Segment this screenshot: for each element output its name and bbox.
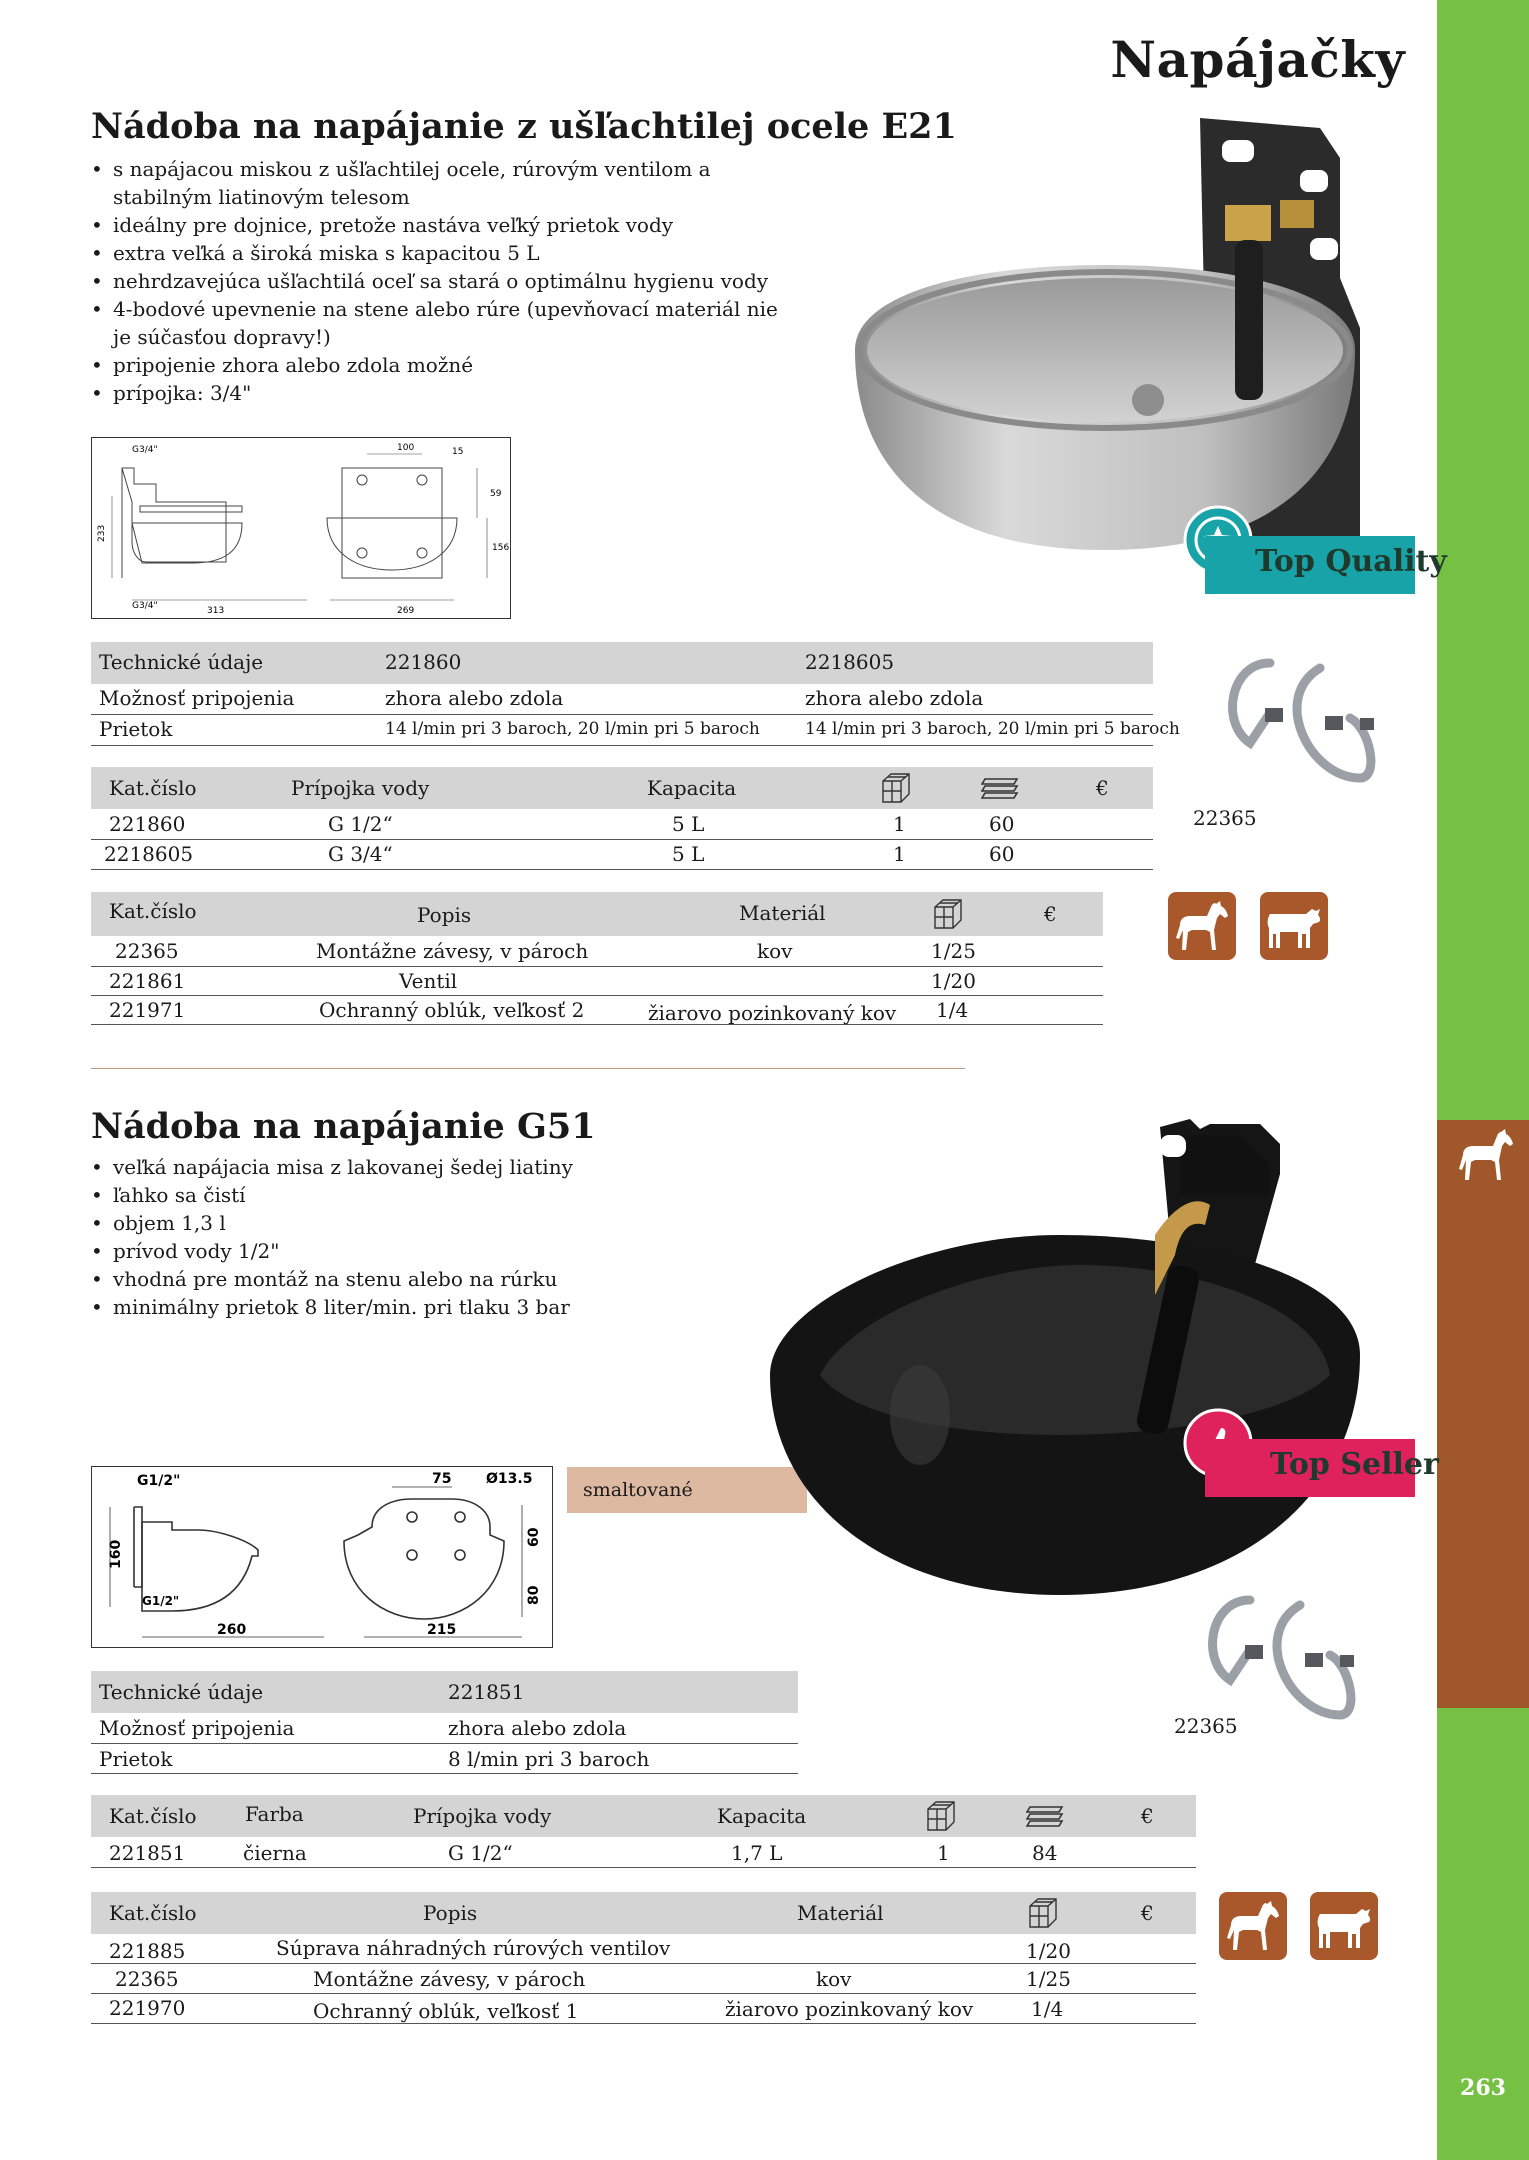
header-cell: Popis (417, 903, 472, 927)
table-cell: kov (816, 1967, 852, 1991)
table-cell: 1 (893, 842, 906, 866)
dim-label: 233 (97, 524, 107, 542)
mounting-bracket-image-e21 (1210, 648, 1380, 798)
feature-item: • 4-bodové upevnenie na stene alebo rúre (upevňovací materiál nie je súčasťou dopravy!) (91, 295, 791, 351)
dim-label: 260 (217, 1622, 247, 1638)
table-header (91, 1671, 798, 1713)
product-image-e21 (840, 110, 1420, 610)
table-cell: 14 l/min pri 3 baroch, 20 l/min pri 5 baroch (385, 719, 760, 739)
dim-label: 59 (490, 489, 502, 499)
header-cell: Kat.číslo (109, 1901, 197, 1925)
feature-item: • s napájacou miskou z ušľachtilej ocele, rúrovým ventilom a stabilným liatinovým telesom (91, 155, 791, 211)
tech-table-g51 (91, 1671, 798, 1775)
dim-label: 269 (397, 606, 415, 616)
header-cell: Materiál (739, 901, 826, 925)
table-row (91, 1994, 1196, 2024)
sidebar-category-tab (1437, 1120, 1529, 1708)
table-row (91, 1744, 798, 1774)
table-header (91, 767, 1153, 809)
table-cell: 8 l/min pri 3 baroch (448, 1747, 650, 1771)
table-cell: 1,7 L (731, 1841, 783, 1865)
accessory-label: 22365 (1174, 1714, 1238, 1738)
table-row (91, 967, 1103, 996)
table-cell: 60 (989, 842, 1015, 866)
table-cell: 221860 (109, 812, 186, 836)
table-cell: 5 L (672, 842, 705, 866)
dim-label: 160 (108, 1539, 124, 1569)
header-cell: Technické údaje (99, 650, 264, 674)
feature-item: • minimálny prietok 8 liter/min. pri tlaku 3 bar (91, 1293, 771, 1321)
table-cell: G 1/2“ (328, 812, 393, 836)
feature-item: • prívod vody 1/2" (91, 1237, 771, 1265)
table-cell: 221970 (109, 1996, 186, 2020)
product-heading-e21: Nádoba na napájanie z ušľachtilej ocele E21 (91, 106, 957, 147)
horse-icon (1451, 1128, 1515, 1184)
table-row (91, 715, 1180, 746)
header-cell: Kat.číslo (109, 1804, 197, 1828)
table-row (91, 1838, 1196, 1868)
page-title: Napájačky (1110, 30, 1405, 89)
table-row (91, 1964, 1196, 1994)
dim-label: 100 (397, 443, 415, 453)
table-cell: G 1/2“ (448, 1841, 513, 1865)
table-cell: 221971 (109, 998, 186, 1022)
table-cell: 1/4 (1031, 1997, 1064, 2021)
header-cell: € (1141, 1804, 1154, 1828)
product-heading-g51: Nádoba na napájanie G51 (91, 1106, 596, 1147)
header-cell: Kapacita (647, 776, 737, 800)
table-cell: 14 l/min pri 3 baroch, 20 l/min pri 5 baroch (805, 719, 1180, 739)
table-cell: 221861 (109, 969, 186, 993)
horse-icon (1168, 892, 1236, 960)
dim-label: 60 (526, 1527, 542, 1547)
header-cell: Prípojka vody (291, 776, 430, 800)
horse-icon (1219, 1892, 1287, 1960)
feature-item: • pripojenie zhora alebo zdola možné (91, 351, 791, 379)
table-cell: 1 (893, 812, 906, 836)
table-cell: 84 (1032, 1841, 1058, 1865)
table-header (91, 1892, 1196, 1934)
header-cell: Kat.číslo (109, 899, 197, 923)
table-cell: 221851 (109, 1841, 186, 1865)
table-cell: Montážne závesy, v pároch (313, 1967, 586, 1991)
table-cell: Ochranný oblúk, veľkosť 1 (313, 1999, 579, 2023)
table-row (91, 1713, 798, 1744)
dim-label: G1/2" (142, 1594, 180, 1608)
dim-label: 15 (452, 447, 464, 457)
table-cell: 60 (989, 812, 1015, 836)
box-icon (879, 771, 913, 805)
header-cell: 2218605 (805, 650, 895, 674)
header-cell: Prípojka vody (413, 1804, 552, 1828)
dim-label: 156 (492, 543, 510, 553)
table-cell: čierna (243, 1841, 307, 1865)
table-cell: Súprava náhradných rúrových ventilov (276, 1936, 671, 1960)
table-row (91, 1935, 1196, 1964)
table-header (91, 892, 1103, 936)
feature-item: • nehrdzavejúca ušľachtilá oceľ sa stará o optimálnu hygienu vody (91, 267, 791, 295)
table-cell: Možnosť pripojenia (99, 686, 295, 710)
table-cell: žiarovo pozinkovaný kov (725, 1997, 974, 2021)
table-cell: 22365 (115, 939, 179, 963)
feature-list-g51 (91, 1153, 771, 1321)
header-cell: 221851 (448, 1680, 525, 1704)
table-row (91, 936, 1103, 967)
table-cell: 5 L (672, 812, 705, 836)
table-cell: G 3/4“ (328, 842, 393, 866)
dim-label: 215 (427, 1622, 457, 1638)
table-cell: zhora alebo zdola (385, 686, 564, 710)
accessory-table-e21 (91, 892, 1103, 1027)
accessory-label: 22365 (1193, 806, 1257, 830)
table-cell: Prietok (99, 717, 173, 741)
table-cell: 1/25 (1026, 1967, 1071, 1991)
feature-item: • extra veľká a široká miska s kapacitou 5 L (91, 239, 791, 267)
enamel-label: smaltované (583, 1479, 693, 1501)
header-cell: € (1044, 902, 1057, 926)
table-cell: Ochranný oblúk, veľkosť 2 (319, 998, 585, 1022)
header-cell: Technické údaje (99, 1680, 264, 1704)
box-icon (924, 1799, 958, 1833)
table-cell: Montážne závesy, v pároch (316, 939, 589, 963)
table-cell: 1/20 (1026, 1939, 1071, 1963)
top-seller-label: Top Seller (1270, 1447, 1439, 1482)
table-cell: žiarovo pozinkovaný kov (648, 1001, 897, 1025)
page-number: 263 (1460, 2075, 1506, 2101)
table-row (91, 810, 1153, 840)
table-cell: Ventil (399, 969, 458, 993)
table-row (91, 684, 1153, 715)
feature-item: • objem 1,3 l (91, 1209, 771, 1237)
sidebar-green (1437, 0, 1529, 2160)
header-cell: Kapacita (717, 1804, 807, 1828)
product-image-g51 (760, 1115, 1420, 1645)
header-cell: € (1096, 776, 1109, 800)
dim-label: 313 (207, 606, 225, 616)
table-cell: 1/20 (931, 969, 976, 993)
tech-table-e21 (91, 642, 1180, 750)
box-icon (931, 897, 965, 931)
table-cell: kov (757, 939, 793, 963)
technical-drawing-e21 (91, 437, 511, 619)
table-header (91, 642, 1153, 684)
table-cell: Možnosť pripojenia (99, 1716, 295, 1740)
table-cell: 2218605 (104, 842, 194, 866)
table-cell: 22365 (115, 1967, 179, 1991)
dim-label: G3/4" (132, 601, 158, 611)
table-row (91, 840, 1153, 870)
table-cell: zhora alebo zdola (448, 1716, 627, 1740)
dim-label: 75 (432, 1471, 452, 1487)
header-cell: Farba (245, 1802, 304, 1826)
feature-item: • prípojka: 3/4" (91, 379, 791, 407)
feature-item: • ideálny pre dojnice, pretože nastáva veľký prietok vody (91, 211, 791, 239)
pallet-icon (1026, 1803, 1064, 1829)
table-cell: 1/4 (936, 998, 969, 1022)
feature-item: • veľká napájacia misa z lakovanej šedej liatiny (91, 1153, 771, 1181)
dim-label: G3/4" (132, 445, 158, 455)
top-quality-label: Top Quality (1255, 544, 1447, 579)
cow-icon (1310, 1892, 1378, 1960)
header-cell: Materiál (797, 1901, 884, 1925)
section-divider (91, 1068, 965, 1069)
feature-item: • vhodná pre montáž na stenu alebo na rúrku (91, 1265, 771, 1293)
feature-item: • ľahko sa čistí (91, 1181, 771, 1209)
table-cell: 1 (937, 1841, 950, 1865)
technical-drawing-g51 (91, 1466, 553, 1648)
header-cell: 221860 (385, 650, 462, 674)
box-icon (1026, 1896, 1060, 1930)
header-cell: € (1141, 1901, 1154, 1925)
accessory-table-g51 (91, 1892, 1196, 2026)
table-row (91, 996, 1103, 1025)
mounting-bracket-image-g51 (1190, 1585, 1380, 1735)
table-cell: zhora alebo zdola (805, 686, 984, 710)
dim-label: Ø13.5 (486, 1471, 533, 1487)
header-cell: Kat.číslo (109, 776, 197, 800)
order-table-e21 (91, 767, 1153, 871)
table-cell: 1/25 (931, 939, 976, 963)
feature-list-e21 (91, 155, 791, 407)
table-cell: Prietok (99, 1747, 173, 1771)
dim-label: G1/2" (137, 1473, 181, 1489)
cow-icon (1260, 892, 1328, 960)
dim-label: 80 (526, 1585, 542, 1605)
table-cell: 221885 (109, 1939, 186, 1963)
header-cell: Popis (423, 1901, 478, 1925)
pallet-icon (981, 775, 1019, 801)
table-header (91, 1795, 1196, 1837)
order-table-g51 (91, 1795, 1196, 1869)
